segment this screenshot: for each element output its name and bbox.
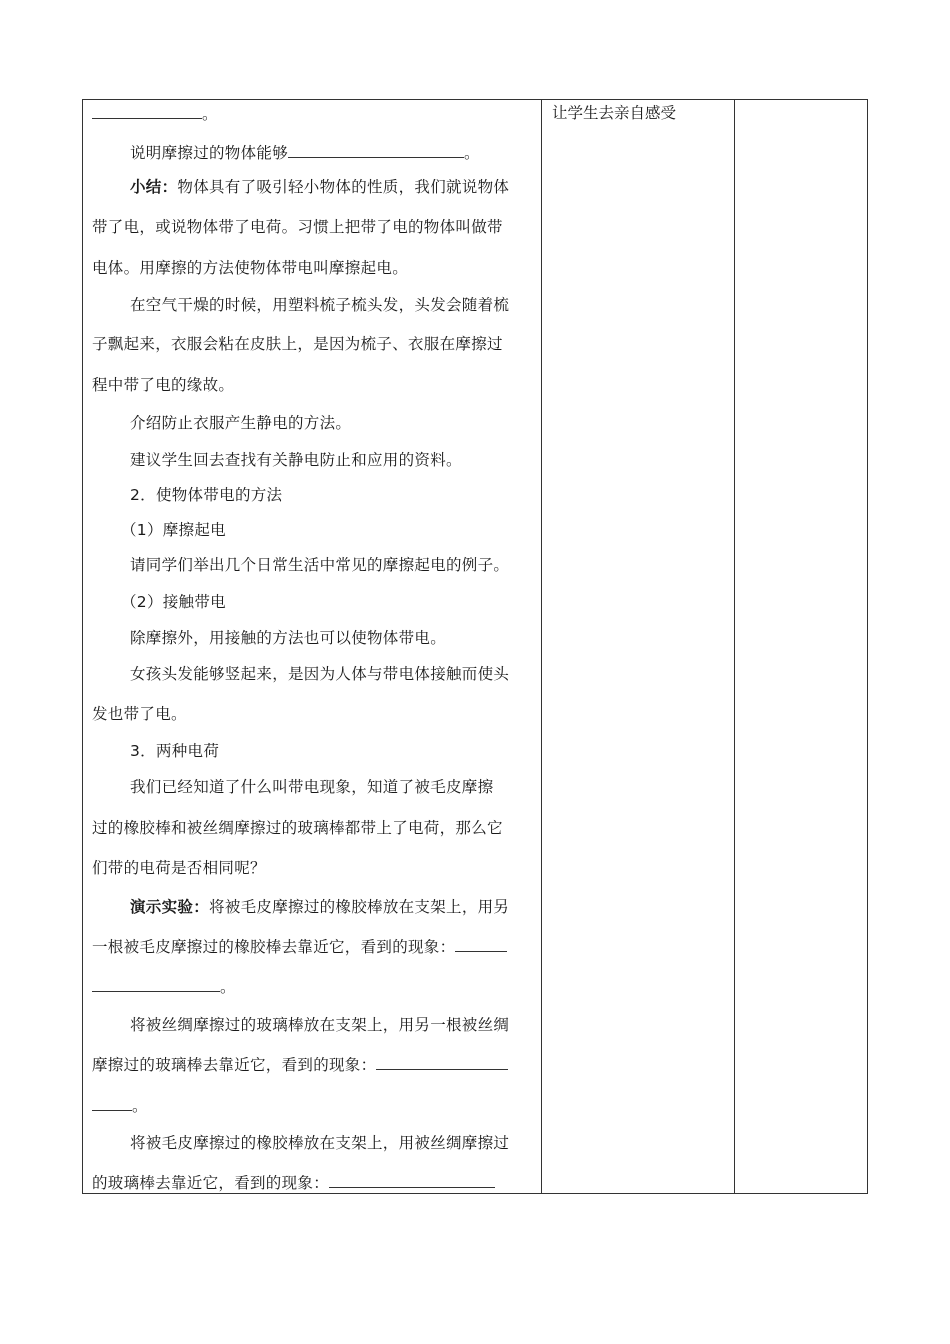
text-line: 介绍防止衣服产生静电的方法。: [130, 414, 352, 432]
fill-blank: [329, 1173, 495, 1188]
text-line: 子飘起来，衣服会粘在皮肤上，是因为梳子、衣服在摩擦过: [92, 335, 503, 353]
teaching-content-cell: [83, 100, 541, 1193]
text-line: 电体。用摩擦的方法使物体带电叫摩擦起电。: [92, 259, 409, 277]
fill-blank: [92, 1096, 132, 1111]
subsection-heading: （2）接触带电: [121, 593, 226, 611]
text-line: 一根被毛皮摩擦过的橡胶棒去靠近它，看到的现象：: [92, 937, 507, 957]
text-line: 说明摩擦过的物体能够 。: [130, 144, 480, 162]
section-heading: 2．使物体带电的方法: [130, 486, 283, 504]
text-line: 。: [92, 1096, 148, 1116]
text-line: 的玻璃棒去靠近它，看到的现象：: [92, 1173, 495, 1193]
text-line: 将被丝绸摩擦过的玻璃棒放在支架上，用另一根被丝绸: [130, 1016, 510, 1034]
fill-blank: [92, 977, 220, 992]
demo-label: 演示实验：: [130, 898, 210, 916]
text-line: 过的橡胶棒和被丝绸摩擦过的玻璃棒都带上了电荷，那么它: [92, 819, 503, 837]
text-line: 我们已经知道了什么叫带电现象，知道了被毛皮摩擦: [130, 778, 494, 796]
text-line: 带了电，或说物体带了电荷。习惯上把带了电的物体叫做带: [92, 218, 503, 236]
demo-line: 演示实验：将被毛皮摩擦过的橡胶棒放在支架上，用另: [130, 898, 510, 916]
teacher-note-cell: [542, 100, 734, 1193]
text-line: 。: [92, 977, 236, 997]
fill-blank: [92, 104, 202, 119]
empty-cell: [735, 100, 867, 1193]
text-line: 女孩头发能够竖起来，是因为人体与带电体接触而使头: [130, 665, 510, 683]
text-line: 摩擦过的玻璃棒去靠近它，看到的现象：: [92, 1055, 508, 1075]
text-line: 程中带了电的缘故。: [92, 376, 235, 394]
subsection-heading: （1）摩擦起电: [121, 521, 226, 539]
text-line: 发也带了电。: [92, 705, 187, 723]
section-heading: 3．两种电荷: [130, 742, 220, 760]
text-line: 在空气干燥的时候，用塑料梳子梳头发，头发会随着梳: [130, 296, 510, 314]
fill-blank: [455, 937, 507, 952]
fill-blank: [288, 143, 464, 158]
text-line: 们带的电荷是否相同呢？: [92, 859, 266, 877]
summary-line: 小结：物体具有了吸引轻小物体的性质，我们就说物体: [130, 178, 510, 196]
text-line: 建议学生回去查找有关静电防止和应用的资料。: [130, 451, 462, 469]
text-line: 请同学们举出几个日常生活中常见的摩擦起电的例子。: [130, 556, 510, 574]
text-line: 。: [92, 104, 218, 124]
fill-blank: [376, 1055, 508, 1070]
note-text: 让学生去亲自感受: [552, 104, 677, 122]
text-line: 除摩擦外，用接触的方法也可以使物体带电。: [130, 629, 447, 647]
lesson-table: [82, 99, 868, 1194]
text-line: 将被毛皮摩擦过的橡胶棒放在支架上，用被丝绸摩擦过: [130, 1134, 510, 1152]
summary-label: 小结：: [130, 178, 178, 196]
